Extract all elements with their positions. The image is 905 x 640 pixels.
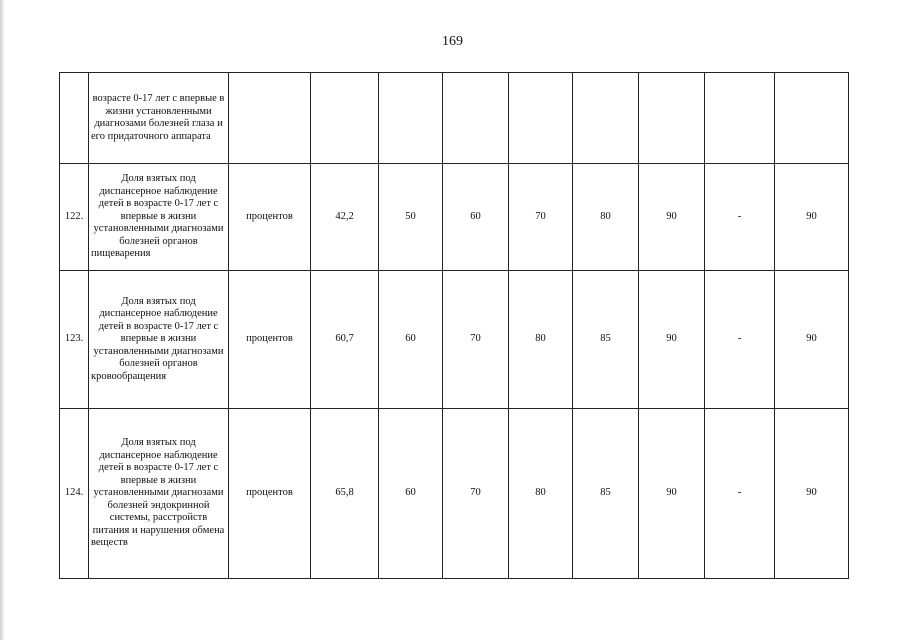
indicator-description: Доля взятых под диспансерное наблюдение детей в возрасте 0-17 лет с впервые в жизни установленными диагнозами болезней органов кровообращения — [89, 271, 229, 409]
value-cell: 90 — [775, 409, 849, 579]
page-scan-edge — [0, 0, 4, 640]
value-cell: 90 — [639, 271, 705, 409]
value-cell: 80 — [573, 164, 639, 271]
row-number — [60, 73, 89, 164]
table-body — [60, 73, 849, 579]
value-cell: 65,8 — [311, 409, 379, 579]
indicator-description: Доля взятых под диспансерное наблюдение детей в возрасте 0-17 лет с впервые в жизни установленными диагнозами болезней органов пищеварения — [89, 164, 229, 271]
value-cell: 60,7 — [311, 271, 379, 409]
unit-cell — [229, 73, 311, 164]
table-row — [60, 164, 849, 271]
value-cell: 90 — [639, 409, 705, 579]
value-cell: 85 — [573, 271, 639, 409]
value-cell — [705, 73, 775, 164]
value-cell — [311, 73, 379, 164]
unit-cell: процентов — [229, 409, 311, 579]
value-cell: 90 — [639, 164, 705, 271]
table-row — [60, 271, 849, 409]
value-cell: 70 — [509, 164, 573, 271]
value-cell: 70 — [443, 271, 509, 409]
value-cell: - — [705, 409, 775, 579]
indicators-table — [59, 72, 849, 579]
value-cell — [639, 73, 705, 164]
value-cell: 60 — [443, 164, 509, 271]
value-cell — [573, 73, 639, 164]
value-cell: 90 — [775, 271, 849, 409]
indicator-description: Доля взятых под диспансерное наблюдение детей в возрасте 0-17 лет с впервые в жизни установленными диагнозами болезней эндокринной системы, расстройств питания и нарушения обмена веществ — [89, 409, 229, 579]
page-number: 169 — [442, 34, 463, 49]
value-cell: 42,2 — [311, 164, 379, 271]
value-cell: 80 — [509, 271, 573, 409]
value-cell: 50 — [379, 164, 443, 271]
value-cell — [379, 73, 443, 164]
value-cell: 80 — [509, 409, 573, 579]
value-cell — [443, 73, 509, 164]
value-cell: - — [705, 164, 775, 271]
unit-cell: процентов — [229, 164, 311, 271]
row-number: 123. — [60, 271, 89, 409]
value-cell: 85 — [573, 409, 639, 579]
value-cell: 90 — [775, 164, 849, 271]
indicator-description: возрасте 0-17 лет с впервые в жизни установленными диагнозами болезней глаза и его придаточного аппарата — [89, 73, 229, 164]
value-cell: 70 — [443, 409, 509, 579]
value-cell: - — [705, 271, 775, 409]
table-row — [60, 73, 849, 164]
row-number: 122. — [60, 164, 89, 271]
value-cell: 60 — [379, 271, 443, 409]
row-number: 124. — [60, 409, 89, 579]
unit-cell: процентов — [229, 271, 311, 409]
table-row — [60, 409, 849, 579]
value-cell — [509, 73, 573, 164]
value-cell — [775, 73, 849, 164]
value-cell: 60 — [379, 409, 443, 579]
